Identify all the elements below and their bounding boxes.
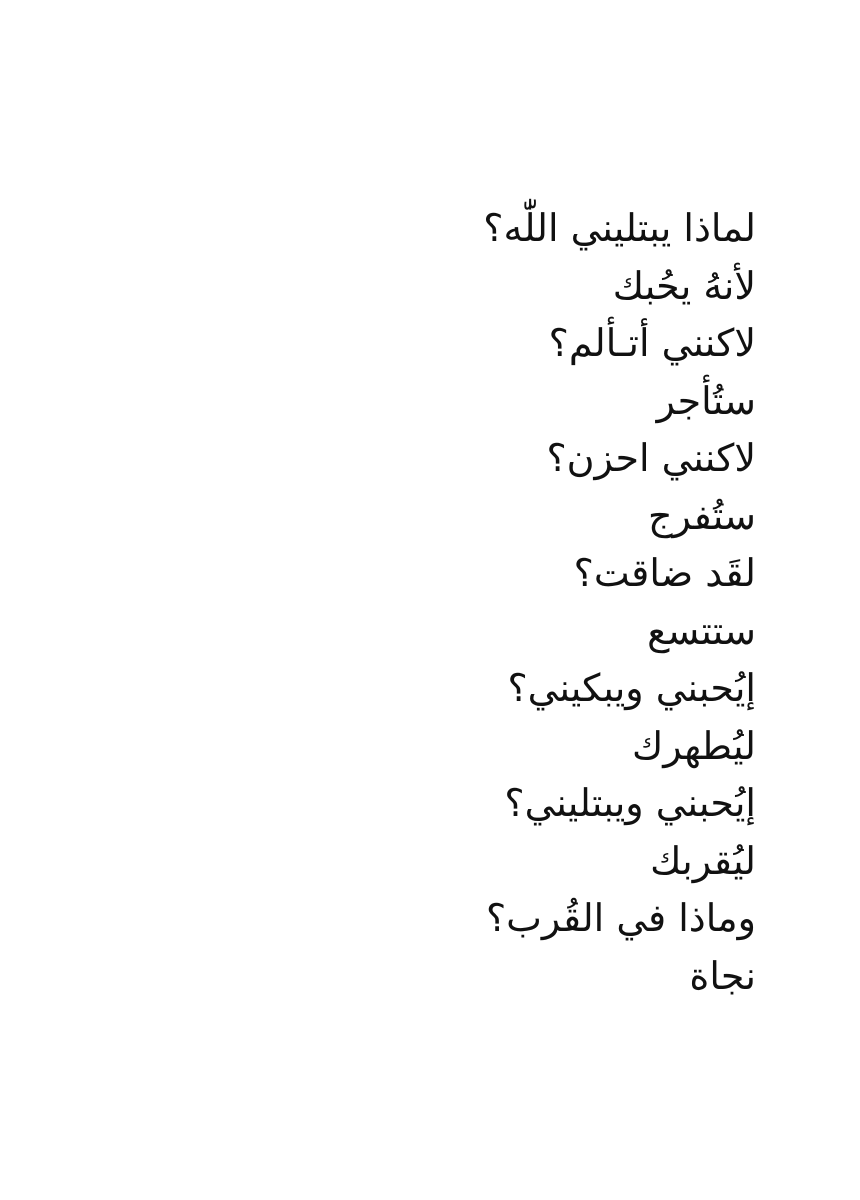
poem-line-10: ليُطهرك <box>631 723 756 768</box>
poem-line-9: إيُحبني ويبكيني؟ <box>507 666 756 710</box>
poem-line-5: لاكنني احزن؟ <box>546 436 756 480</box>
poem-line-4: ستُأجر <box>656 378 756 423</box>
poem <box>336 200 756 1005</box>
poem-line-3: لاكنني أتـألم؟ <box>548 321 756 365</box>
poem-line-14: نجاة <box>689 953 756 998</box>
poem-line-7: لقَد ضاقت؟ <box>573 551 756 595</box>
poem-line-8: ستتسع <box>647 608 756 653</box>
poem-line-12: ليُقربك <box>650 838 756 883</box>
poem-line-13: وماذا في القُرب؟ <box>485 896 756 940</box>
poem-line-2: لأنهُ يحُبك <box>612 263 756 308</box>
poem-line-11: إيُحبني ويبتليني؟ <box>504 781 756 825</box>
poem-line-1: لماذا يبتليني اللّٰه؟ <box>483 206 756 250</box>
poem-line-6: ستُفرج <box>647 493 756 538</box>
